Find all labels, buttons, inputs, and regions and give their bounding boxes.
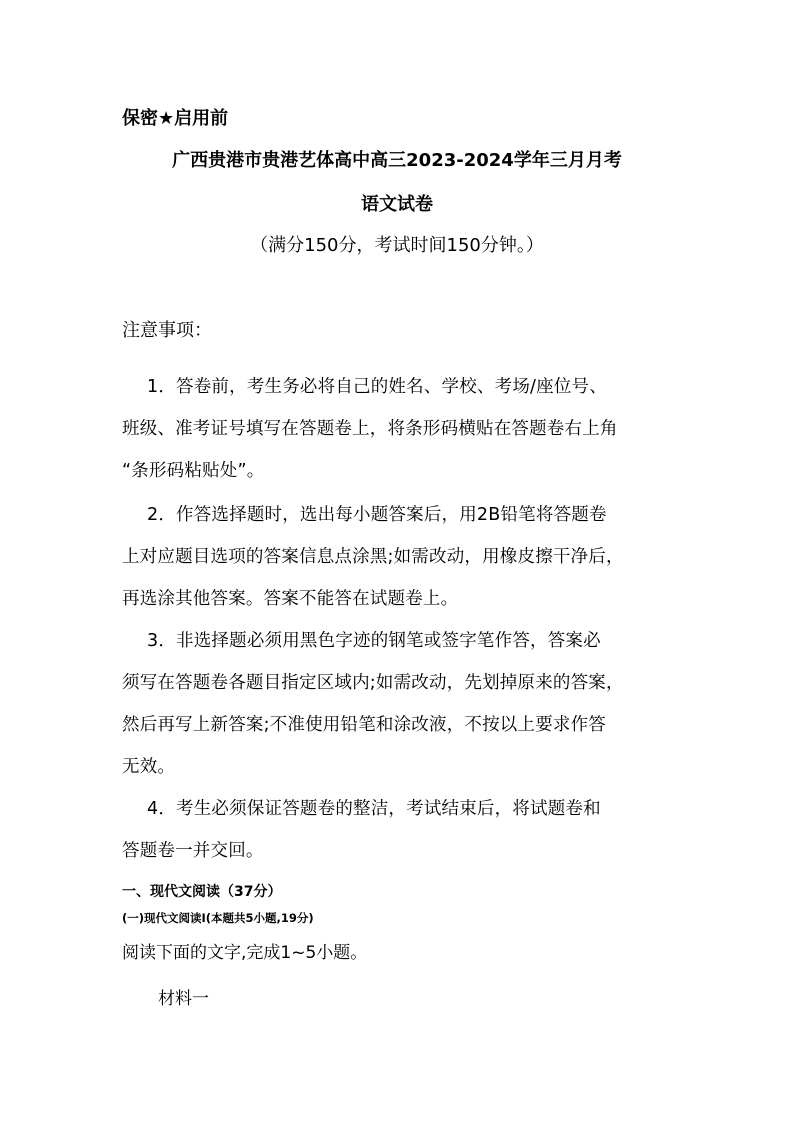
exam-title: 广西贵港市贵港艺体高中高三2023-2024学年三月月考: [172, 150, 622, 171]
note-line: 然后再写上新答案;不准使用铅笔和涂改液，不按以上要求作答: [122, 714, 606, 735]
confidential-mark: 保密★启用前: [122, 108, 229, 129]
note-line: 4．考生必须保证答题卷的整洁，考试结束后，将试题卷和: [147, 798, 601, 819]
score-time-note: （满分150分，考试时间150分钟。）: [250, 235, 544, 256]
exam-subtitle: 语文试卷: [361, 194, 433, 215]
note-line: 3．非选择题必须用黑色字迹的钢笔或签字笔作答，答案必: [147, 630, 601, 651]
note-line: 1．答卷前，考生务必将自己的姓名、学校、考场/座位号、: [147, 376, 607, 397]
note-line: “条形码粘贴处”。: [122, 460, 265, 481]
note-line: 上对应题目选项的答案信息点涂黑;如需改动，用橡皮擦干净后，: [122, 546, 624, 567]
note-line: 2．作答选择题时，选出每小题答案后，用2B铅笔将答题卷: [147, 504, 607, 525]
reading-instruction: 阅读下面的文字,完成1~5小题。: [122, 943, 368, 963]
section-subheading: (一)现代文阅读I(本题共5小题,19分): [122, 911, 314, 925]
section-heading: 一、现代文阅读（37分）: [122, 884, 282, 900]
note-line: 班级、准考证号填写在答题卷上，将条形码横贴在答题卷右上角: [122, 418, 618, 439]
note-line: 答题卷一并交回。: [122, 840, 264, 861]
note-line: 无效。: [122, 756, 176, 777]
notes-heading: 注意事项：: [122, 320, 212, 341]
note-line: 再选涂其他答案。答案不能答在试题卷上。: [122, 588, 459, 609]
material-label: 材料一: [158, 989, 209, 1009]
note-line: 须写在答题卷各题目指定区域内;如需改动，先划掉原来的答案，: [122, 672, 624, 693]
